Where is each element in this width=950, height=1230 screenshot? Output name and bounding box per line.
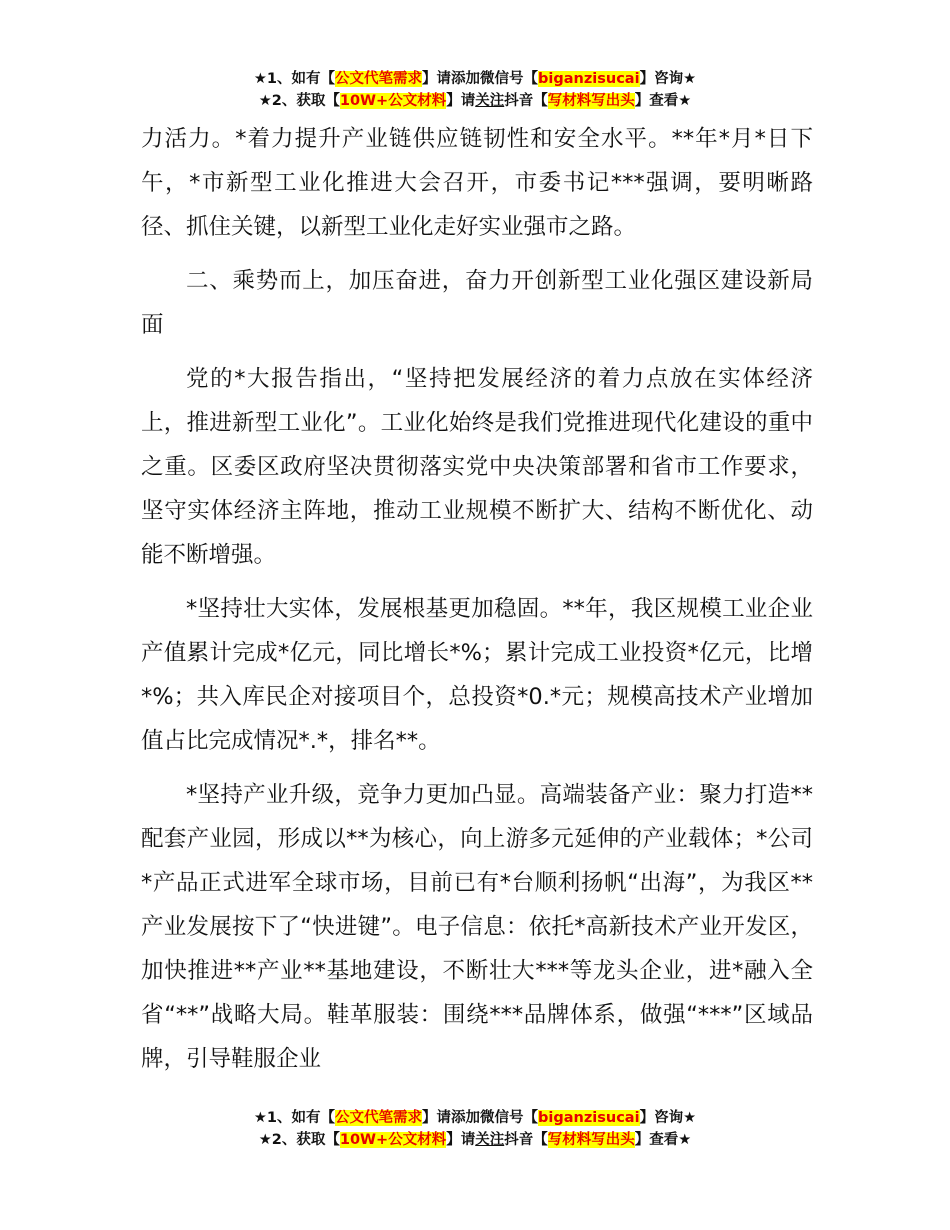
banner-text: 】请添加 — [422, 71, 481, 87]
banner-highlight: biganzisucai — [538, 71, 640, 87]
banner-text: 】咨询★ — [639, 1110, 697, 1126]
banner-text: ★1、如有【 — [253, 71, 336, 87]
banner-text: 】咨询★ — [639, 71, 697, 87]
banner-highlight: 10W+公文材料 — [339, 1132, 447, 1148]
banner-text: 【 — [523, 71, 539, 87]
banner-text: ★1、如有【 — [253, 1110, 336, 1126]
body-paragraph: 力活力。*着力提升产业链供应链韧性和安全水平。**年*月*日下午，*市新型工业化推进大会召开，市委书记***强调，要明晰路径、抓住关键，以新型工业化走好实业强市之路。 — [141, 126, 813, 240]
banner-text: 】请 — [446, 1132, 476, 1148]
banner-highlight: 写材料写出头 — [547, 93, 635, 109]
banner-text: 】查看★ — [634, 93, 692, 109]
document-body — [141, 117, 813, 1091]
banner-line-1 — [0, 1107, 950, 1129]
body-paragraph: *坚持壮大实体，发展根基更加稳固。**年，我区规模工业企业产值累计完成*亿元，同比增长*%；累计完成工业投资*亿元，比增*%；共入库民企对接项目个，总投资*0.*元；规模高技术产业增加值占比完成情况*.*，排名**。 — [141, 596, 813, 754]
banner-text: 关注 — [475, 93, 505, 109]
banner-text: 微信号 — [480, 1110, 524, 1126]
banner-text: 【 — [523, 1110, 539, 1126]
banner-highlight: 写材料写出头 — [547, 1132, 635, 1148]
body-paragraph: *坚持产业升级，竞争力更加凸显。高端装备产业：聚力打造**配套产业园，形成以**为核心，向上游多元延伸的产业载体；*公司*产品正式进军全球市场，目前已有*台顺利扬帆“出海”，为我区**产业发展按下了“快进键”。电子信息：依托*高新技术产业开发区，加快推进**产业**基地建设，不断壮大***等龙头企业，进*融入全省“**”战略大局。鞋革服装：围绕***品牌体系，做强“***”区域品牌，引导鞋服企业 — [141, 782, 813, 1072]
banner-text: 关注 — [475, 1132, 505, 1148]
banner-highlight: 10W+公文材料 — [339, 93, 447, 109]
footer-banner — [0, 1107, 950, 1151]
banner-text: ★2、获取【 — [258, 1132, 340, 1148]
banner-text: 抖音【 — [504, 93, 548, 109]
header-banner — [0, 68, 950, 112]
body-paragraph: 党的*大报告指出，“坚持把发展经济的着力点放在实体经济上，推进新型工业化”。工业化始终是我们党推进现代化建设的重中之重。区委区政府坚决贯彻落实党中央决策部署和省市工作要求，坚守实体经济主阵地，推动工业规模不断扩大、结构不断优化、动能不断增强。 — [141, 366, 813, 568]
banner-text: 抖音【 — [504, 1132, 548, 1148]
banner-text: 】请添加 — [422, 1110, 481, 1126]
section-heading: 二、乘势而上，加压奋进，奋力开创新型工业化强区建设新局面 — [141, 268, 813, 338]
banner-highlight: 公文代笔需求 — [335, 71, 423, 87]
banner-line-2 — [0, 90, 950, 112]
banner-highlight: biganzisucai — [538, 1110, 640, 1126]
banner-highlight: 公文代笔需求 — [335, 1110, 423, 1126]
banner-text: ★2、获取【 — [258, 93, 340, 109]
banner-text: 微信号 — [480, 71, 524, 87]
banner-line-1 — [0, 68, 950, 90]
banner-line-2 — [0, 1129, 950, 1151]
banner-text: 】查看★ — [634, 1132, 692, 1148]
banner-text: 】请 — [446, 93, 476, 109]
